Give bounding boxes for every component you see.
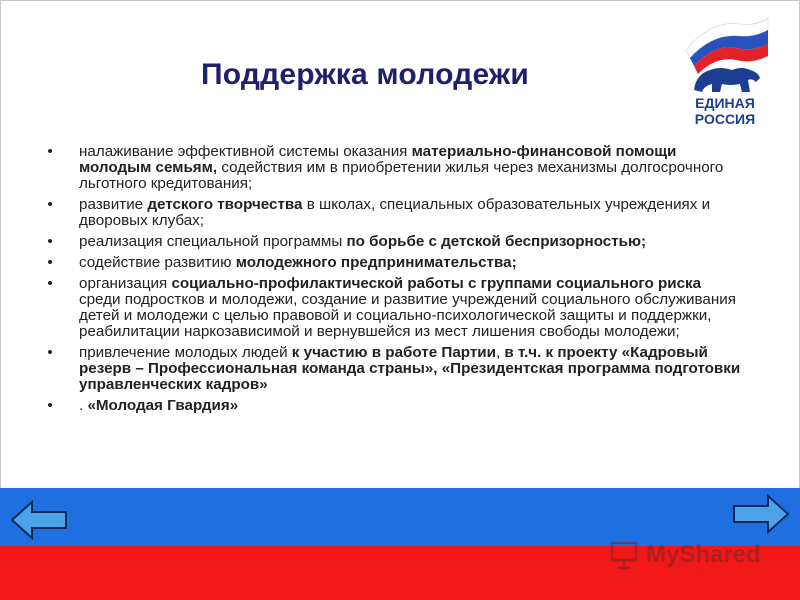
bullet-marker: • [47, 196, 53, 213]
bullet-marker: • [47, 233, 53, 250]
bullet-item [44, 398, 744, 414]
bullet-text: реализация специальной программы [79, 233, 347, 250]
bullet-text: содействия им в приобретении жилья через механизмы долгосрочного льготного кредитования; [79, 159, 724, 192]
bullet-text: . [79, 397, 88, 414]
logo-text-line2: РОССИЯ [694, 111, 756, 127]
slide-title: Поддержка молодежи [200, 58, 530, 91]
logo-text-line1: ЕДИНАЯ [695, 95, 755, 111]
bullet-text-bold: молодежного предпринимательства; [235, 254, 517, 271]
bullet-text: привлечение молодых людей [79, 344, 292, 361]
bullet-list [44, 144, 744, 419]
bullet-text: организация [79, 275, 172, 292]
bullet-item [44, 234, 744, 250]
bullet-text: , [495, 344, 505, 361]
bullet-item [44, 144, 744, 192]
bullet-text-bold: «Молодая Гвардия» [87, 397, 239, 414]
bullet-text-bold: детского творчества [147, 196, 303, 213]
bullet-text-bold: материально-финансовой помощи молодым семьям, [79, 143, 677, 176]
bullet-item [44, 345, 744, 393]
bullet-text: налаживание эффективной системы оказания [79, 143, 412, 160]
bullet-marker: • [47, 397, 53, 414]
bullet-text: развитие [79, 196, 148, 213]
arrow-right-icon[interactable] [732, 492, 790, 536]
bullet-text-bold: к участию в работе Партии [291, 344, 496, 361]
bullet-item [44, 276, 744, 340]
watermark-text: MyShared [646, 541, 761, 568]
bullet-text-bold: по борьбе с детской беспризорностью; [346, 233, 647, 250]
bullet-marker: • [47, 254, 53, 271]
presentation-icon [608, 539, 640, 571]
bullet-text: содействие развитию [79, 254, 236, 271]
bullet-text-bold: социально-профилактической работы с группами социального риска [171, 275, 702, 292]
bullet-marker: • [47, 275, 53, 292]
bullet-text: в школах, специальных образовательных учреждениях и дворовых клубах; [79, 196, 711, 229]
arrow-left-icon[interactable] [10, 498, 70, 542]
bullet-text: среди подростков и молодежи, создание и развитие учреждений социального обслуживания детей и молодежи с целью правовой и социально-психологической защиты и поддержки, реабилитации наркозависимой и вернувшейся из мест лишения свободы молодежи; [79, 291, 736, 340]
watermark [608, 538, 761, 572]
bullet-item [44, 197, 744, 229]
bullet-marker: • [47, 344, 53, 361]
bullet-marker: • [47, 143, 53, 160]
bullet-text-bold: в т.ч. к проекту «Кадровый резерв – Профессиональная команда страны», «Президентская программа подготовки управленческих кадров» [79, 344, 741, 393]
bullet-item [44, 255, 744, 271]
